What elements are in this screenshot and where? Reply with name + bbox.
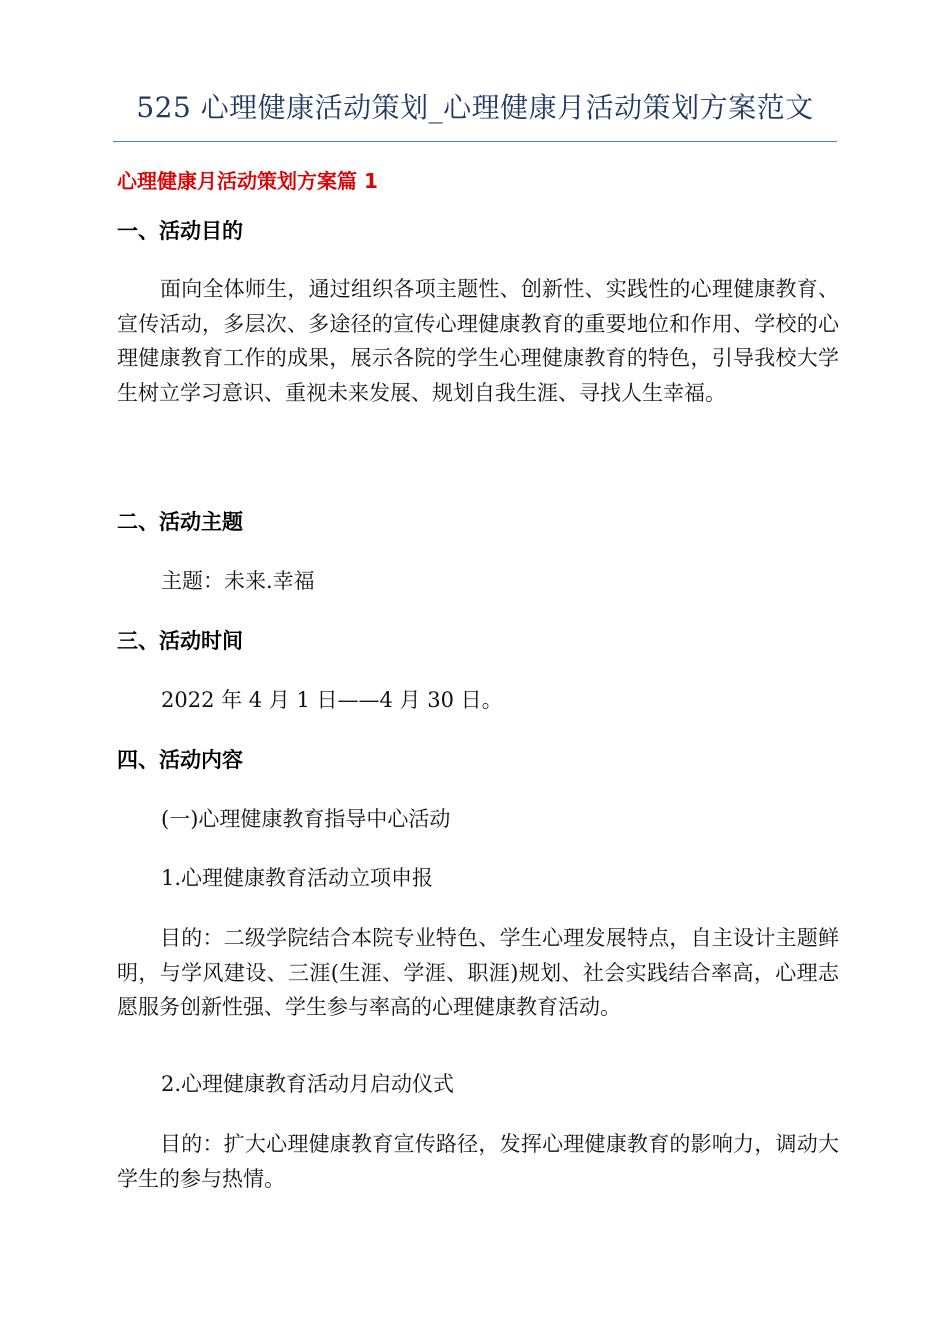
theme-text: 主题：未来.幸福 xyxy=(161,569,315,593)
heading-content: 四、活动内容 xyxy=(117,748,243,772)
heading-time: 三、活动时间 xyxy=(117,629,243,653)
item2-paragraph: 目的：扩大心理健康教育宣传路径，发挥心理健康教育的影响力，调动大学生的参与热情。 xyxy=(117,1132,839,1191)
heading-theme: 二、活动主题 xyxy=(117,510,243,534)
title-underline xyxy=(113,141,837,142)
section-heading: 心理健康月活动策划方案篇 1 xyxy=(117,169,378,193)
item2-title: 2.心理健康教育活动月启动仪式 xyxy=(161,1072,455,1096)
item1-title: 1.心理健康教育活动立项申报 xyxy=(161,866,434,890)
document-title: 525 心理健康活动策划_心理健康月活动策划方案范文 xyxy=(136,91,814,124)
purpose-paragraph: 面向全体师生，通过组织各项主题性、创新性、实践性的心理健康教育、宣传活动，多层次、多途径的宣传心理健康教育的重要地位和作用、学校的心理健康教育工作的成果，展示各院的学生心理健康教育的特色，引导我校大学生树立学习意识、重视未来发展、规划自我生涯、寻找人生幸福。 xyxy=(117,277,839,405)
time-text: 2022 年 4 月 1 日——4 月 30 日。 xyxy=(161,688,503,712)
item1-paragraph: 目的：二级学院结合本院专业特色、学生心理发展特点，自主设计主题鲜明，与学风建设、三涯(生涯、学涯、职涯)规划、社会实践结合率高，心理志愿服务创新性强、学生参与率高的心理健康教育活动。 xyxy=(117,926,839,1019)
heading-purpose: 一、活动目的 xyxy=(117,219,243,243)
content-sub-heading: (一)心理健康教育指导中心活动 xyxy=(161,807,451,831)
